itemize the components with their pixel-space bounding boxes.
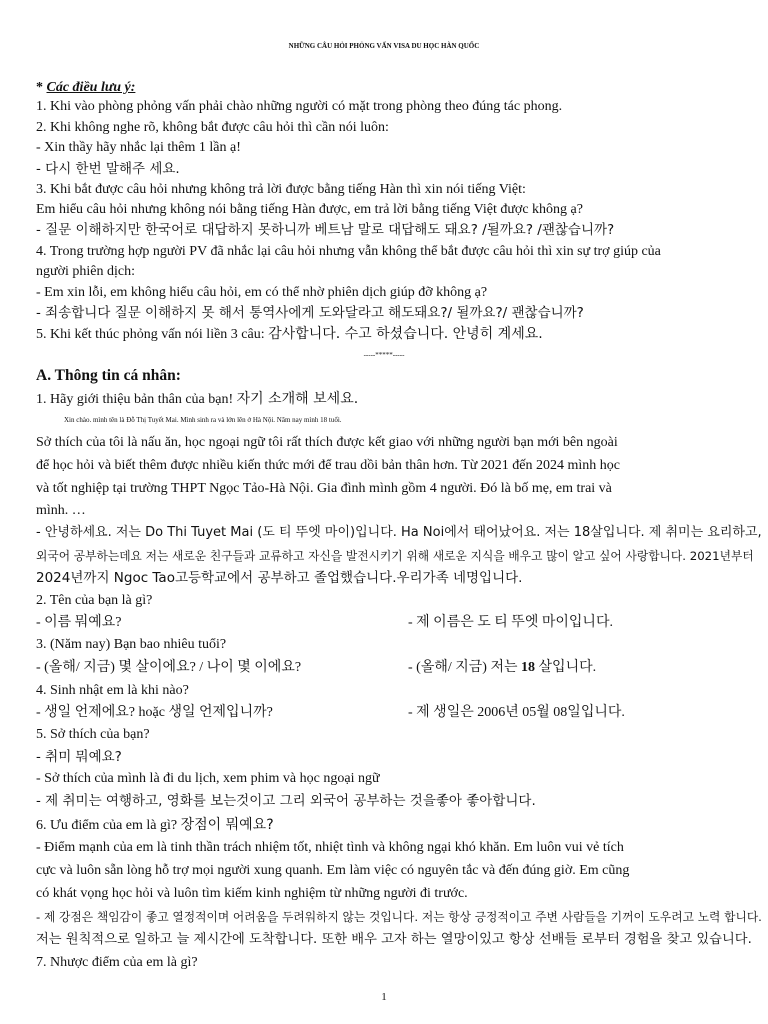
- q6-korean: 장점이 뭐예요?: [180, 817, 274, 833]
- note-line-2: 2. Khi không nghe rõ, không bắt được câu hỏi thì cần nói luôn:: [36, 120, 389, 135]
- note-line-5: 3. Khi bắt được câu hỏi nhưng không trả lời được bằng tiếng Hàn thì xin nói tiếng Việt:: [36, 182, 526, 197]
- q3-answer-start: - (올해/ 지금) 저는: [408, 660, 522, 675]
- q2-korean-question: - 이름 뭐예요?: [36, 615, 122, 630]
- q3-question: 3. (Năm nay) Bạn bao nhiêu tuổi?: [36, 637, 227, 652]
- note-line-9: người phiên dịch:: [36, 264, 135, 279]
- q3-korean-question: - (올해/ 지금) 몇 살이에요? / 나이 몇 이에요?: [36, 660, 302, 675]
- q3-answer-age: 18: [521, 660, 536, 675]
- q2-question: 2. Tên của bạn là gì?: [36, 593, 153, 608]
- q4-question: 4. Sinh nhật em là khi nào?: [36, 683, 189, 698]
- q1-paragraph-line-5: mình. …: [36, 503, 86, 518]
- notes-label: Các điều lưu ý:: [46, 80, 136, 95]
- q6-answer-line-2: cực và luôn sẵn lòng hỗ trợ mọi người xung quanh. Em làm việc có nguyên tắc và đến đúng giờ. Em cũng: [36, 863, 630, 878]
- q1-korean: 자기 소개해 보세요.: [236, 391, 359, 407]
- q1-paragraph-line-2: Sở thích của tôi là nấu ăn, học ngoại ngữ tôi rất thích được kết giao với những người bạn mới bên ngoài: [36, 435, 618, 450]
- document-title: NHỮNG CÂU HỎI PHỎNG VẤN VISA DU HỌC HÀN QUỐC: [288, 42, 480, 50]
- notes-star: *: [36, 80, 47, 95]
- note-line-10: - Em xin lỗi, em không hiểu câu hỏi, em có thể nhờ phiên dịch giúp đỡ không ạ?: [36, 285, 488, 300]
- divider: -----*****-----: [363, 351, 405, 359]
- q1-paragraph-line-1: Xin chào. mình tên là Đỗ Thị Tuyết Mai. Mình sinh ra và lớn lên ở Hà Nội. Năm nay mình 18 tuổi.: [64, 416, 342, 424]
- q1-question: [36, 389, 736, 410]
- q6-text: 6. Ưu điểm của em là gì?: [36, 818, 181, 833]
- q2-korean-answer: - 제 이름은 도 티 뚜엣 마이입니다.: [408, 615, 613, 630]
- note-line-12-text: 5. Khi kết thúc phỏng vấn nói liền 3 câu:: [36, 327, 269, 342]
- q5-answer: - Sở thích của mình là đi du lịch, xem phim và học ngoại ngữ: [36, 771, 380, 786]
- note-line-8: 4. Trong trường hợp người PV đã nhắc lại câu hỏi nhưng vẫn không thể bắt được câu hỏi thì xin sự trợ giúp của: [36, 244, 661, 259]
- q5-question: 5. Sở thích của bạn?: [36, 727, 150, 742]
- q1-text: 1. Hãy giới thiệu bản thân của bạn!: [36, 392, 237, 407]
- q3-korean-answer: [408, 658, 596, 678]
- q1-korean-line-2: 외국어 공부하는데요 저는 새로운 친구들과 교류하고 자신을 발전시키기 위해 새로운 지식을 배우고 많이 알고 싶어 사랑합니다. 2021년부터: [36, 549, 754, 563]
- note-line-6: Em hiểu câu hỏi nhưng không nói bằng tiếng Hàn được, em trả lời bằng tiếng Việt được không ạ?: [36, 202, 583, 217]
- note-line-12-korean: 감사합니다. 수고 하셨습니다. 안녕히 계세요.: [268, 326, 543, 342]
- q1-korean-line-3: 2024년까지 Ngoc Tao고등학교에서 공부하고 졸업했습니다.우리가족 네명입니다.: [36, 570, 523, 586]
- q7-question: 7. Nhược điểm của em là gì?: [36, 955, 198, 970]
- note-line-3: - Xin thầy hãy nhắc lại thêm 1 lần ạ!: [36, 140, 241, 155]
- q3-answer-end: 살입니다.: [535, 660, 597, 675]
- q5-korean-answer: - 제 취미는 여행하고, 영화를 보는것이고 그리 외국어 공부하는 것을좋아 좋아합니다.: [36, 793, 536, 809]
- q6-answer-line-3: có khát vọng học hỏi và luôn tìm kiếm kinh nghiệm từ những người đi trước.: [36, 886, 468, 901]
- q6-korean-line-2: 저는 원칙적으로 일하고 늘 제시간에 도착합니다. 또한 배우 고자 하는 열망이있고 항상 선배들 로부터 경험을 찾고 있습니다.: [36, 932, 752, 947]
- q5-korean-question: - 취미 뭐예요?: [36, 749, 122, 765]
- q6-answer-line-1: - Điểm mạnh của em là tinh thần trách nhiệm tốt, nhiệt tình và không ngại khó khăn. Em luôn vui vẻ tích: [36, 840, 624, 855]
- notes-heading: [36, 78, 736, 98]
- section-a-heading: A. Thông tin cá nhân:: [36, 367, 181, 384]
- page-number: 1: [381, 991, 387, 1003]
- q1-paragraph-line-3: để học hỏi và biết thêm được nhiều kiến thức mới để trau dồi bản thân hơn. Từ 2021 đến 2024 mình học: [36, 458, 620, 473]
- note-line-12: [36, 324, 736, 345]
- note-line-11-korean: - 죄송합니다 질문 이해하지 못 해서 통역사에게 도와달라고 해도돼요?/ 될까요?/ 괜찮습니까?: [36, 305, 584, 321]
- note-line-4-korean: - 다시 한번 말해주 세요.: [36, 161, 180, 177]
- note-line-1: 1. Khi vào phòng phỏng vấn phải chào những người có mặt trong phòng theo đúng tác phong.: [36, 99, 563, 114]
- q6-question: [36, 815, 736, 836]
- q6-korean-line-1: - 제 강점은 책임감이 좋고 열정적이며 어려움을 두려워하지 않는 것입니다. 저는 항상 긍정적이고 주변 사람들을 기꺼이 도우려고 노력 합니다.: [36, 910, 762, 924]
- q1-korean-line-1: - 안녕하세요. 저는 Do Thi Tuyet Mai (도 티 뚜엣 마이)입니다. Ha Noi에서 태어났어요. 저는 18살입니다. 제 취미는 요리하고,: [36, 525, 762, 540]
- q4-korean-question: - 생일 언제에요? hoặc 생일 언제입니까?: [36, 705, 273, 720]
- q1-paragraph-line-4: và tốt nghiệp tại trường THPT Ngọc Tảo-Hà Nội. Gia đình mình gồm 4 người. Đó là bố mẹ, em trai và: [36, 481, 612, 496]
- note-line-7-korean: - 질문 이해하지만 한국어로 대답하지 못하니까 베트남 말로 대답해도 돼요? /될까요? /괜찮습니까?: [36, 222, 615, 238]
- q4-korean-answer: - 제 생일은 2006년 05월 08일입니다.: [408, 705, 625, 720]
